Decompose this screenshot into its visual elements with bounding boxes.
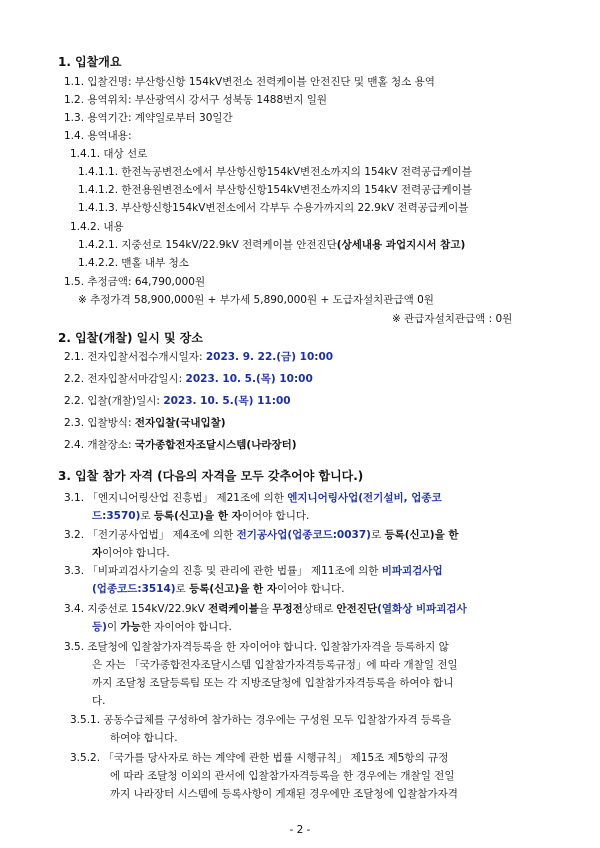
item-3-2-line2 <box>92 546 170 560</box>
item-1-1: 1.1. 입찰건명: 부산항신항 154kV변전소 전력케이블 안전진단 및 맨홀 청소 용역 <box>64 76 435 88</box>
item-3-1-code: 드:3570) <box>92 510 141 522</box>
item-1-3: 1.3. 용역기간: 계약일로부터 30일간 <box>64 112 233 124</box>
item-3-1-text: 3.1. 「엔지니어링산업 진흥법」 제21조에 의한 <box>64 492 288 504</box>
item-1-4-1-2: 1.4.1.2. 한전용원변전소에서 부산항신항154kV변전소까지의 154kV 전력공급케이블 <box>78 184 472 196</box>
item-3-5-1-line2: 하여야 합니다. <box>110 732 178 744</box>
item-3-4-method: (열화상 비파괴검사 <box>377 603 467 615</box>
note-estimate-breakdown: ※ 추정가격 58,900,000원 + 부가세 5,890,000원 + 도급자설치관급액 0원 <box>78 294 434 306</box>
item-3-1-ending: 이어야 합니다. <box>241 510 310 522</box>
item-2-2-value: 2023. 10. 5.(목) 10:00 <box>185 373 313 385</box>
item-1-4-1: 1.4.1. 대상 선로 <box>70 148 148 160</box>
item-3-4-line2 <box>92 620 232 634</box>
item-3-4-line1 <box>64 602 467 616</box>
item-2-5 <box>64 438 297 452</box>
item-3-3-code: (업종코드:3514) <box>92 583 176 595</box>
item-2-4 <box>64 416 226 430</box>
item-1-4-2-1-note: (상세내용 과업지시서 참고) <box>336 239 466 251</box>
item-3-4-ending: 한 자이어야 합니다. <box>140 621 232 633</box>
item-3-4-diagnosis: 안전진단 <box>336 603 378 615</box>
item-3-2-registered: 등록(신고)을 한 <box>384 529 459 541</box>
item-2-5-value: 국가종합전자조달시스템(나라장터) <box>134 439 297 451</box>
item-3-2-line1 <box>64 528 459 542</box>
section-2-title: 2. 입찰(개찰) 일시 및 장소 <box>58 331 203 345</box>
item-3-1-particle: 로 <box>140 510 154 522</box>
item-3-4-capable: 가능 <box>120 621 141 633</box>
item-2-3-value: 2023. 10. 5.(목) 11:00 <box>163 395 291 407</box>
item-1-5: 1.5. 추정금액: 64,790,000원 <box>64 276 206 288</box>
item-1-4-1-3: 1.4.1.3. 부산항신항154kV변전소에서 각부두 수용가까지의 22.9kV 전력공급케이블 <box>78 202 469 214</box>
item-3-3-particle: 로 <box>175 583 190 595</box>
item-2-1 <box>64 350 333 364</box>
item-3-5-line2: 은 자는 「국가종합전자조달시스템 입찰참가자격등록규정」에 따라 개찰일 전일 <box>92 659 458 671</box>
item-3-3-ending: 이어야 합니다. <box>277 583 345 595</box>
item-3-3-business: 비파괴검사업 <box>381 565 443 577</box>
item-3-4-uninterrupted: 무정전 <box>272 603 303 615</box>
note-government-supplied: ※ 관급자설치관급액 : 0원 <box>392 313 513 325</box>
item-2-5-label: 2.4. 개찰장소: <box>64 439 135 451</box>
item-3-2-text: 3.2. 「전기공사업법」 제4조에 의한 <box>64 529 237 541</box>
item-3-1-registered: 등록(신고)을 한 자 <box>153 510 242 522</box>
item-3-5-2-line2: 에 따라 조달청 이외의 관서에 입찰참가자격등록을 한 경우에는 개찰일 전일 <box>110 770 455 782</box>
item-3-5-2-line3: 까지 나라장터 시스템에 등록사항이 게재된 경우에만 조달청에 입찰참가자격 <box>110 788 458 800</box>
item-3-3-line1 <box>64 564 443 578</box>
item-3-4-particle2: 이 <box>106 621 121 633</box>
section-1-title: 1. 입찰개요 <box>58 55 122 69</box>
item-3-5-line4: 다. <box>92 695 106 707</box>
item-3-4-state: 상태로 <box>302 603 337 615</box>
item-1-4: 1.4. 용역내용: <box>64 130 132 142</box>
item-3-5-2-line1: 3.5.2. 「국가를 당사자로 하는 계약에 관한 법률 시행규칙」 제15조 제5항의 규정 <box>70 752 449 764</box>
item-3-2-particle: 로 <box>370 529 385 541</box>
page-number: - 2 - <box>289 824 311 836</box>
item-3-2-business: 전기공사업(업종코드:0037) <box>236 529 371 541</box>
item-2-3 <box>64 394 291 408</box>
item-2-2-label: 2.2. 전자입찰서마감일시: <box>64 373 186 385</box>
item-3-4-cable: 전력케이블 <box>208 603 259 615</box>
item-3-1-business: 엔지니어링사업(전기설비, 업종코 <box>287 492 442 504</box>
item-3-3-registered: 등록(신고)을 한 자 <box>189 583 277 595</box>
item-1-2: 1.2. 용역위치: 부산광역시 강서구 성북동 1488번지 일원 <box>64 94 328 106</box>
item-2-4-value: 전자입찰(국내입찰) <box>134 417 226 429</box>
item-3-2-ending: 이어야 합니다. <box>102 547 170 559</box>
item-3-5-line1: 3.5. 조달청에 입찰참가자격등록을 한 자이어야 합니다. 입찰참가자격을 등록하지 않 <box>64 641 449 653</box>
item-1-4-1-1: 1.4.1.1. 한전녹공변전소에서 부산항신항154kV변전소까지의 154kV 전력공급케이블 <box>78 166 472 178</box>
item-3-5-1-line1: 3.5.1. 공동수급체를 구성하여 참가하는 경우에는 구성원 모두 입찰참가자격 등록을 <box>70 714 452 726</box>
item-1-4-2-1 <box>78 238 465 252</box>
item-2-2 <box>64 372 313 386</box>
item-3-4-text: 3.4. 지중선로 154kV/22.9kV <box>64 603 209 615</box>
item-2-1-value: 2023. 9. 22.(금) 10:00 <box>205 351 334 363</box>
item-3-3-text: 3.3. 「비파괴검사기술의 진흥 및 관리에 관한 법률」 제11조에 의한 <box>64 565 382 577</box>
item-3-1-line2 <box>92 509 309 523</box>
item-2-4-label: 2.3. 입찰방식: <box>64 417 135 429</box>
item-3-3-line2 <box>92 582 345 596</box>
item-1-4-2-2: 1.4.2.2. 맨홀 내부 청소 <box>78 257 189 269</box>
item-1-4-2: 1.4.2. 내용 <box>70 221 124 233</box>
item-3-4-particle1: 을 <box>258 603 273 615</box>
item-3-2-ja: 자 <box>92 547 103 559</box>
item-2-3-label: 2.2. 입찰(개찰)일시: <box>64 395 164 407</box>
item-3-5-line3: 까지 조달청 조달등록팀 또는 각 지방조달청에 입찰참가자격등록을 하여야 합니 <box>92 677 454 689</box>
item-2-1-label: 2.1. 전자입찰서접수개시일자: <box>64 351 206 363</box>
item-3-4-etc: 등) <box>92 621 107 633</box>
item-3-1-line1 <box>64 491 442 505</box>
section-3-title: 3. 입찰 참가 자격 (다음의 자격을 모두 갖추어야 합니다.) <box>58 469 364 483</box>
item-1-4-2-1-text: 1.4.2.1. 지중선로 154kV/22.9kV 전력케이블 안전진단 <box>78 239 337 251</box>
